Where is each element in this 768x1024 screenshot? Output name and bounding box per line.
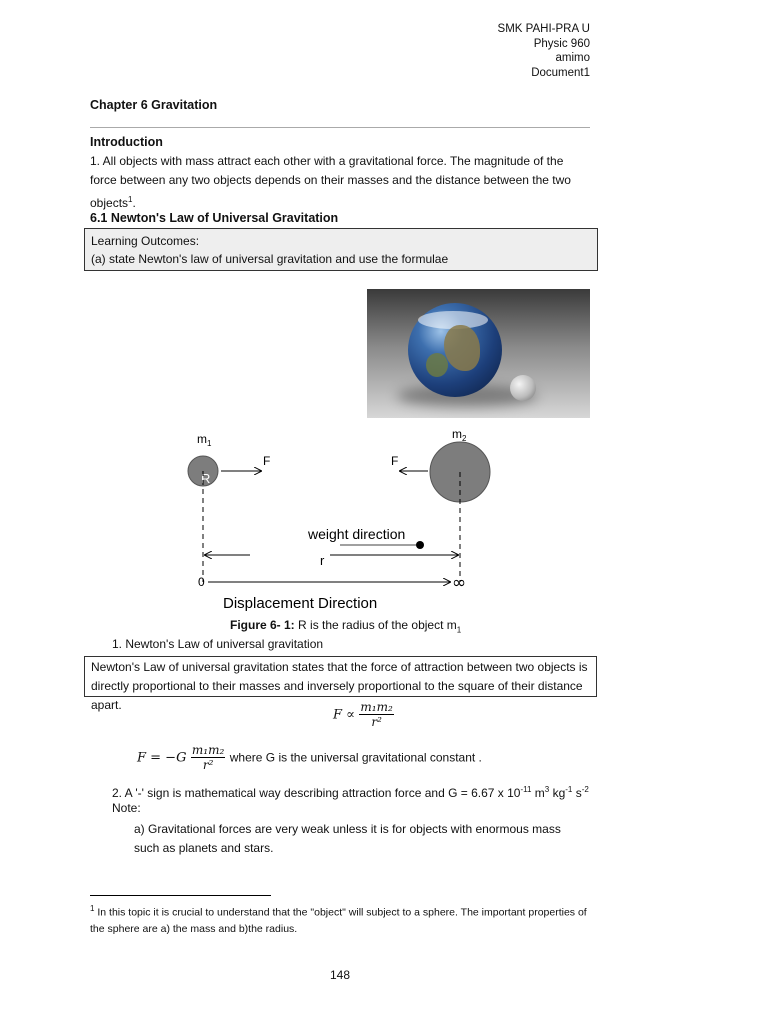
footnote <box>90 901 590 937</box>
earth-land <box>444 325 480 371</box>
figure-label: Figure 6- 1: <box>230 618 295 632</box>
formula2-num: m₁m₂ <box>191 743 225 757</box>
learning-outcome-item: (a) state Newton's law of universal gravitation and use the formulae <box>91 252 449 266</box>
footnote-text: In this topic it is crucial to understand that the "object" will subject to a sphere. The important properties of the sphere are a) the mass and b)the radius. <box>90 906 587 935</box>
force-left-label: F <box>263 454 271 468</box>
intro-heading: Introduction <box>90 135 163 149</box>
list-item-1: 1. Newton's Law of universal gravitation <box>112 637 324 651</box>
formula1-lhs: F ∝ <box>333 707 355 723</box>
weight-direction-label: weight direction <box>308 526 406 542</box>
test-mass-dot <box>416 541 424 549</box>
formula-proportional <box>333 700 394 729</box>
formula2-tail: where G is the universal gravitational constant . <box>229 750 482 765</box>
intro-text: 1. All objects with mass attract each other with a gravitational force. The magnitude of the force between any two objects depends on their masses and the distance between the two objects <box>90 154 571 210</box>
item2-unit: m <box>531 786 545 800</box>
item2-text: 2. A '-' sign is mathematical way describing attraction force and G = 6.67 x 10 <box>112 786 521 800</box>
footnote-mark: 1 <box>90 904 95 913</box>
mass-1-label: $m_1$ <box>197 432 212 448</box>
item2-exp: -11 <box>520 785 532 794</box>
displacement-label: Displacement Direction <box>223 595 378 612</box>
figure-text: R is the radius of the object m <box>294 618 457 632</box>
document-header <box>498 22 590 80</box>
divider <box>90 127 590 128</box>
distance-label: r <box>320 553 325 568</box>
section-heading: 6.1 Newton's Law of Universal Gravitation <box>90 211 339 225</box>
list-item-2 <box>112 780 589 803</box>
footnote-ref[interactable]: 1 <box>128 195 133 204</box>
figure-caption <box>230 618 461 634</box>
learning-outcomes-box <box>84 228 598 271</box>
intro-paragraph <box>90 152 590 213</box>
header-subject: Physic 960 <box>533 37 590 50</box>
earth-land <box>426 353 448 377</box>
earth-image <box>408 303 502 397</box>
learning-outcomes-title: Learning Outcomes: <box>91 234 200 248</box>
formula2-fraction <box>191 743 225 772</box>
chapter-title: Chapter 6 Gravitation <box>90 98 218 112</box>
note-label: Note: <box>112 801 141 815</box>
intro-end: . <box>132 196 136 210</box>
earth-moon-image <box>367 289 590 418</box>
law-statement: Newton's Law of universal gravitation states that the force of attraction between two objects is directly proportional to their masses and inversely proportional to the square of their distance apart. <box>91 660 588 712</box>
page-number: 148 <box>329 968 351 982</box>
moon-image <box>510 375 536 401</box>
note-a: a) Gravitational forces are very weak unless it is for objects with enormous mass such as planets and stars. <box>134 822 561 855</box>
formula1-fraction <box>359 700 393 729</box>
header-doc: Document1 <box>531 66 590 79</box>
figure-sub: 1 <box>456 625 462 635</box>
gravitation-diagram <box>150 420 510 618</box>
item2-exp: 3 <box>544 785 550 794</box>
formula1-num: m₁m₂ <box>360 700 393 714</box>
item2-exp: -2 <box>581 785 589 794</box>
formula2-den: r² <box>202 758 214 772</box>
formula1-den: r² <box>371 715 382 729</box>
origin-label: 0 <box>198 575 205 589</box>
item2-exp: -1 <box>565 785 573 794</box>
header-author: amimo <box>555 52 590 64</box>
formula-newton <box>137 743 482 772</box>
mass-2-label: $m_2$ <box>452 427 467 443</box>
formula2-lhs: F = −G <box>137 750 187 766</box>
infinity-label: ∞ <box>452 573 467 593</box>
footnote-divider <box>90 895 271 896</box>
force-right-label: F <box>391 454 399 468</box>
item2-unit: kg <box>549 786 566 800</box>
radius-label: R <box>201 471 211 486</box>
item2-unit: s <box>572 786 582 800</box>
header-school: SMK PAHI-PRA U <box>497 23 590 35</box>
